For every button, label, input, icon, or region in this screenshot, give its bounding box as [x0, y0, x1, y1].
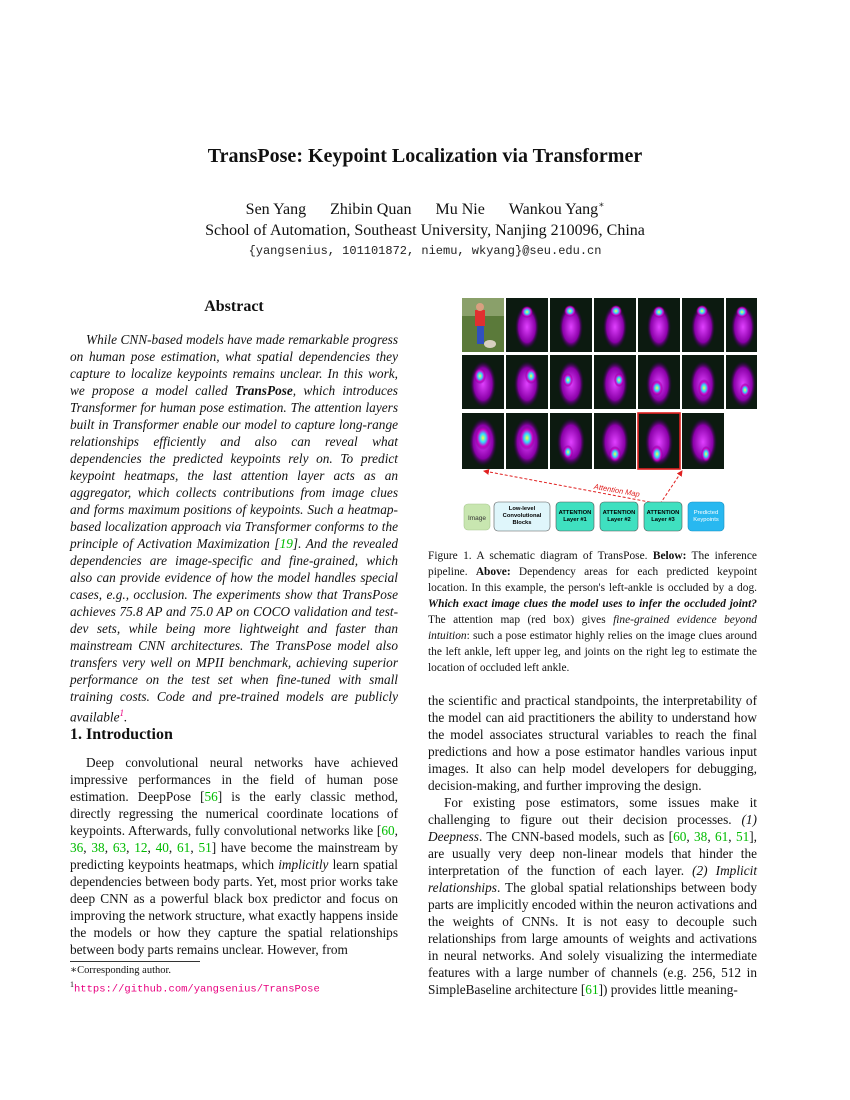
model-name: TransPose — [234, 383, 293, 398]
intro-text: ] is the early classic method, directly regressing the numerical coordinate locations of keypoints. Afterwards, fully convolutional networks like [ — [70, 789, 398, 838]
citation-link[interactable]: 19 — [279, 536, 293, 551]
separator: , — [168, 840, 178, 855]
code-url-link[interactable]: https://github.com/yangsenius/TransPose — [74, 983, 320, 996]
citation-link[interactable]: 38 — [694, 829, 708, 844]
right-column-body — [428, 692, 757, 998]
body-text: . The global spatial relationships between body parts are implicitly encoded within the neuron activations and the weights of CNNs. It is not easy to decouple such relationships from large amounts of weights and activations in neural networks. And solely visualizing the intermediate features with a large number of channels (e.g. 256, 512 in SimpleBaseline architecture [ — [428, 880, 757, 997]
caption-text: Figure 1. A schematic diagram of TransPose. — [428, 550, 653, 562]
citation-link[interactable]: 60 — [673, 829, 687, 844]
attention-map-label: Attention Map — [593, 481, 641, 499]
section-heading-introduction: 1. Introduction — [70, 726, 173, 743]
attention-map — [550, 355, 592, 409]
body-text: ]) provides little meaning- — [598, 982, 738, 997]
caption-bold: Below: — [652, 550, 687, 562]
author-list — [0, 200, 850, 219]
attention-map — [594, 355, 636, 409]
attention-map — [594, 298, 636, 352]
body-emphasis: (2) Implicit relationships — [428, 863, 758, 895]
footnote-link[interactable]: 1 — [119, 708, 124, 718]
citation-link[interactable]: 12 — [134, 840, 148, 855]
pipeline-lowlevel-label: Convolutional — [502, 513, 542, 519]
attention-map — [638, 413, 680, 469]
pipeline-output-label: Predicted — [693, 510, 719, 516]
paper-title: TransPose: Keypoint Localization via Transformer — [207, 145, 643, 167]
caption-text: The inference pipeline. — [428, 550, 757, 578]
attention-map — [550, 413, 592, 469]
attention-grid — [462, 298, 757, 469]
attention-map — [506, 413, 548, 469]
caption-text: : such a pose estimator highly relies on the image clues around the left ankle, left upper leg, and joints on the right leg to estimate the location of occluded left ankle. — [428, 630, 757, 674]
introduction-body — [70, 754, 398, 958]
separator: , — [83, 840, 92, 855]
pipeline-output-label: Keypoints — [693, 517, 719, 523]
attention-map — [638, 355, 680, 409]
intro-text: Deep convolutional neural networks have achieved impressive performances in the field of human pose estimation. DeepPose [ — [70, 755, 398, 804]
citation-link[interactable]: 61 — [177, 840, 191, 855]
citation-link[interactable]: 38 — [91, 840, 105, 855]
attention-arrow-right — [660, 471, 682, 504]
intro-text: learn spatial dependencies between body parts. Yet, most prior works take deep CNN as a powerful black box predictor and focus on improving the network structure, what exactly happens inside the models or how they capture the spatial relationships between body parts remains unclear. However, from — [70, 857, 398, 957]
body-emphasis: (1) Deepness — [428, 812, 757, 844]
citation-link[interactable]: 56 — [204, 789, 218, 804]
intro-text: ] have become the mainstream by predicting keypoints heatmaps, which — [70, 840, 399, 872]
caption-question: Which exact image clues the model uses to infer the occluded joint? — [428, 598, 757, 610]
pipeline-image-label: Image — [467, 515, 487, 522]
caption-text: The attention map (red box) gives — [428, 614, 614, 626]
abstract-text: While CNN-based models have made remarkable progress on human pose estimation, what spatial dependencies they capture to localize keypoints remains unclear. In this work, we propose a model called — [70, 332, 398, 398]
pipeline-diagram — [464, 502, 724, 531]
separator: , — [104, 840, 113, 855]
author-name-text: Wankou Yang — [508, 201, 599, 219]
separator: , — [728, 829, 736, 844]
paragraph: the scientific and practical standpoints, the interpretability of the model can aid practitioners the ability to understand how the model associates structural variables to reach the final predictions and how a pose estimator handles various input images. It also can help model developers for debugging, decision-making, and further improving the design. — [428, 693, 757, 793]
body-text: . The CNN-based models, such as [ — [478, 829, 674, 844]
pipeline-attention-label: Layer #3 — [651, 517, 675, 523]
caption-emphasis: fine-grained evidence beyond intuition — [428, 614, 757, 642]
pipeline-attention-label: Layer #1 — [563, 517, 587, 523]
citation-link[interactable]: 63 — [112, 840, 127, 855]
citation-link[interactable]: 51 — [735, 829, 750, 844]
footnote-mark: 1 — [70, 980, 74, 989]
separator: , — [147, 840, 156, 855]
pipeline-attention-label: ATTENTION — [602, 510, 636, 516]
attention-map — [506, 355, 548, 409]
separator: , — [686, 829, 695, 844]
attention-arrow-left — [484, 471, 660, 504]
attention-map — [682, 298, 724, 352]
attention-map — [594, 413, 636, 469]
citation-link[interactable]: 61 — [585, 982, 599, 997]
paragraph — [428, 794, 757, 998]
intro-emphasis: implicitly — [278, 857, 329, 872]
attention-map — [682, 413, 724, 469]
attention-map — [682, 355, 724, 409]
figure-1 — [428, 292, 757, 540]
citation-link[interactable]: 61 — [714, 829, 729, 844]
abstract-text: , which introduces Transformer for human pose estimation. The attention layers built in Transformer enable our model to capture long-range relationships efficiently and also can reveal what dependencies the predicted keypoints rely on. To predict keypoint heatmaps, the last attention layer acts as an aggregator, which collects contributions from image clues and forms maximum positions of keypoints. Such a heatmap-based localization approach via Transformer conforms to the principle of Activation Maximization [ — [70, 383, 398, 551]
attention-map — [726, 298, 757, 352]
separator: , — [126, 840, 135, 855]
caption-text: Dependency areas for each predicted keypoint location. In this example, the person's left-ankle is occluded by a dog. — [428, 566, 757, 594]
attention-map — [638, 298, 680, 352]
abstract-heading: Abstract — [204, 298, 264, 315]
author-emails: {yangsenius, 101101872, niemu, wkyang}@seu.edu.cn — [248, 244, 602, 258]
pipeline-lowlevel-label: Blocks — [512, 520, 532, 526]
citation-link[interactable]: 36 — [70, 840, 84, 855]
author-name: Mu Nie — [435, 201, 485, 219]
abstract-text: ]. And the revealed dependencies are image-specific and fine-grained, which also can provide evidence of how the model handles special cases, e.g., occlusion. The experiments show that TransPose achieves 75.8 AP and 75.0 AP on COCO validation and test-dev sets, while being more lightweight and faster than mainstream CNN architectures. The TransPose model also transfers very well on MPII benchmark, achieving superior performance on the test set when fine-tuned with small training costs. Code and pre-trained models are publicly available — [70, 536, 398, 725]
pipeline-attention-label: ATTENTION — [558, 510, 592, 516]
input-photo — [462, 298, 504, 352]
citation-link[interactable]: 60 — [381, 823, 395, 838]
corresponding-mark: ∗ — [598, 200, 605, 210]
attention-map — [726, 355, 757, 409]
caption-bold: Above: — [475, 566, 511, 578]
footnote-rule — [70, 961, 200, 962]
body-text: ], are usually very deep non-linear models that hinder the interpretation of the function of each layer. — [428, 829, 757, 878]
author-name: Sen Yang — [245, 201, 307, 219]
abstract-text: . — [123, 709, 128, 725]
citation-link[interactable]: 51 — [198, 840, 212, 855]
figure-1-caption — [428, 548, 757, 676]
attention-map — [506, 298, 548, 352]
author-name — [509, 201, 605, 218]
body-text: For existing pose estimators, some issues make it challenging to figure out their decision processes. — [428, 795, 757, 827]
footnote-code-url — [70, 978, 320, 997]
citation-link[interactable]: 40 — [155, 840, 169, 855]
attention-map — [462, 413, 504, 469]
affiliation: School of Automation, Southeast University, Nanjing 210096, China — [205, 222, 645, 239]
attention-map — [462, 355, 504, 409]
pipeline-attention-label: ATTENTION — [646, 510, 680, 516]
attention-map — [550, 298, 592, 352]
author-name: Zhibin Quan — [330, 201, 412, 219]
separator: , — [394, 823, 398, 838]
abstract-body — [70, 331, 398, 725]
pipeline-attention-label: Layer #2 — [607, 517, 631, 523]
footnote-corresponding: ∗Corresponding author. — [70, 965, 172, 976]
separator: , — [190, 840, 199, 855]
pipeline-lowlevel-label: Low-level — [508, 506, 536, 512]
separator: , — [707, 829, 715, 844]
